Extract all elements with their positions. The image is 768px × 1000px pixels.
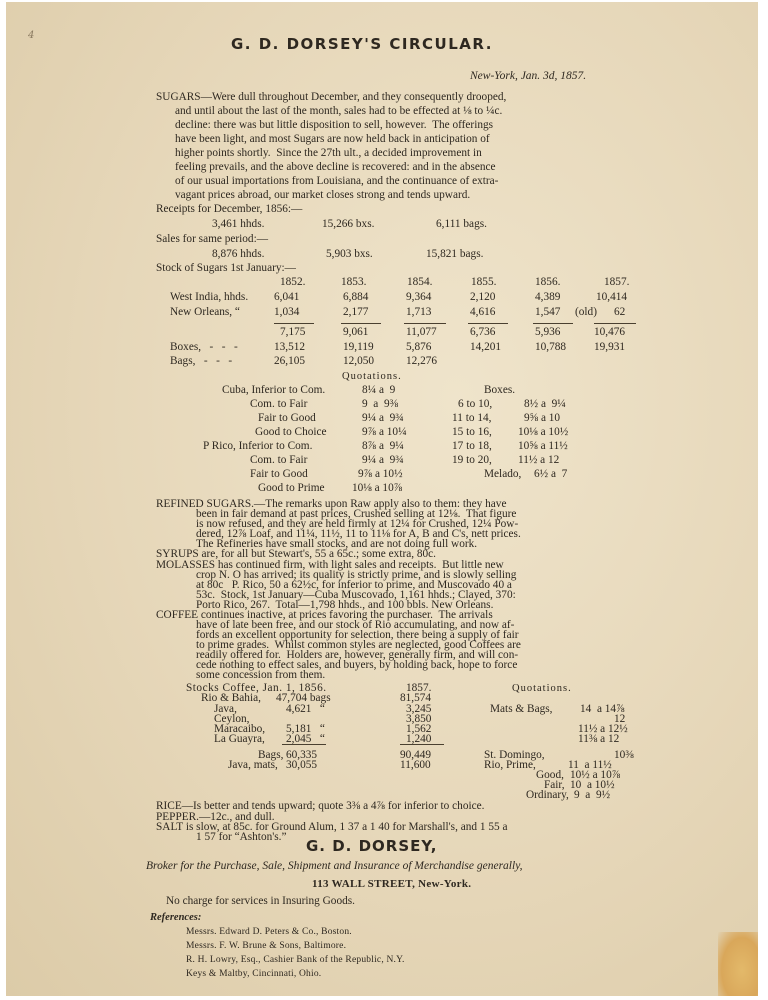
- boxes-label: 11 to 14,: [452, 412, 492, 424]
- stock-row-label: Bags, - - -: [170, 355, 233, 367]
- boxes-label: 6 to 10,: [458, 398, 493, 410]
- stock-year: 1853.: [341, 276, 367, 288]
- coffee-1857: 81,574: [400, 692, 432, 705]
- stock-cell: 1,713: [406, 306, 432, 318]
- stock-cell: 19,119: [343, 341, 374, 353]
- broker-name: G. D. DORSEY,: [306, 837, 438, 855]
- insurance-note: No charge for services in Insuring Goods.: [166, 895, 355, 907]
- coffee-line: COFFEE continues inactive, at prices favoring the purchaser. The arrivals: [156, 608, 493, 621]
- coffee-line: some concession from them.: [196, 669, 326, 682]
- stock-cell: 14,201: [470, 341, 502, 353]
- quote-label: Good to Choice: [255, 426, 327, 438]
- stock-cell: 9,364: [406, 291, 432, 303]
- coffee-quote-value: 10½ a 10⅞: [570, 768, 621, 781]
- circular-date: New-York, Jan. 3d, 1857.: [470, 70, 587, 82]
- quotations-heading: Quotations.: [342, 371, 402, 382]
- stock-cell: 13,512: [274, 341, 306, 353]
- molasses-line: Porto Rico, 267. Total—1,798 hhds., and 100 bbls. New Orleans.: [196, 598, 494, 611]
- stock-cell: 12,276: [406, 355, 438, 367]
- sum-rule: [594, 323, 636, 324]
- salt-line: SALT is slow, at 85c. for Ground Alum, 1 37 a 1 40 for Marshall's, and 1 55 a: [156, 820, 508, 833]
- stock-row-label: West India, hhds.: [170, 291, 249, 303]
- stock-year: 1852.: [280, 276, 306, 288]
- sugars-line: vagant prices abroad, our market closes strong and tends upward.: [175, 189, 471, 201]
- coffee-quote-value: 11 a 11½: [568, 758, 612, 771]
- quote-value: 9⅞ a 10½: [358, 468, 403, 480]
- coffee-1857: 3,850: [406, 712, 432, 725]
- sales-label: Sales for same period:—: [156, 233, 268, 245]
- stock-cell: 4,616: [470, 306, 496, 318]
- coffee-line: have of late been free, and our stock of Rio accumulating, and now af-: [196, 619, 515, 631]
- coffee-quote-label: Fair,: [544, 778, 565, 791]
- coffee-quote-value: 14 a 14⅞: [580, 702, 625, 715]
- coffee-line: readily offered for. Holders are, however, generally firm, and will con-: [196, 649, 519, 662]
- stock-cell: 10,414: [596, 291, 628, 303]
- boxes-value: 10⅝ a 11½: [518, 440, 568, 452]
- coffee-1857: 1,240: [406, 732, 432, 745]
- quote-label: P Rico, Inferior to Com.: [203, 440, 313, 452]
- quote-value: 10⅛ a 10⅞: [352, 482, 403, 494]
- stock-cell: 7,175: [280, 326, 306, 338]
- stock-cell: 2,177: [343, 306, 369, 318]
- coffee-row-label: Java,: [214, 702, 237, 715]
- sugars-line: have been light, and most Sugars are now held back in anticipation of: [175, 133, 490, 145]
- sum-rule: [274, 323, 314, 324]
- sum-rule: [341, 323, 381, 324]
- boxes-heading: Boxes.: [484, 384, 516, 396]
- quote-label: Com. to Fair: [250, 454, 308, 466]
- quote-value: 8¼ a 9: [362, 384, 396, 396]
- sales-hhds: 8,876 hhds.: [212, 248, 265, 260]
- coffee-1857: 3,245: [406, 702, 432, 715]
- coffee-line: fords an excellent opportunity for selection, there being a supply of fair: [196, 629, 519, 641]
- receipts-hhds: 3,461 hhds.: [212, 218, 265, 230]
- coffee-row-label: La Guayra,: [214, 732, 265, 745]
- coffee-quote-value: 10 a 10½: [570, 778, 615, 791]
- stock-cell: 12,050: [343, 355, 375, 367]
- stock-row-label: New Orleans, “: [170, 306, 240, 318]
- stock-cell: 19,931: [594, 341, 626, 353]
- coffee-quotations-heading: Quotations.: [512, 683, 572, 695]
- coffee-1857: 1,562: [406, 722, 432, 735]
- broker-description: Broker for the Purchase, Sale, Shipment and Insurance of Merchandise generally,: [146, 860, 523, 872]
- sum-rule: [468, 323, 508, 324]
- sugars-line: higher points shortly. Since the 27th ult., a decided improvement in: [175, 147, 482, 159]
- coffee-total-1857: 90,449: [400, 748, 432, 761]
- stock-year: 1856.: [535, 276, 561, 288]
- stock-cell: 6,736: [470, 326, 496, 338]
- rice-line: RICE—Is better and tends upward; quote 3⅜ a 4⅞ for inferior to choice.: [156, 800, 485, 813]
- receipts-bxs: 15,266 bxs.: [322, 218, 375, 230]
- quote-label: Fair to Good: [250, 468, 308, 480]
- coffee-sum-rule: [400, 744, 444, 745]
- coffee-total-1856: 30,055: [286, 758, 318, 771]
- paper-stain: [718, 932, 758, 996]
- refined-line: dered, 12⅞ Loaf, and 11¼, 11½, 11 to 11⅛ for A, B and C's, nett prices.: [196, 528, 521, 541]
- sales-bxs: 5,903 bxs.: [326, 248, 373, 260]
- stock-cell: 26,105: [274, 355, 306, 367]
- stock-year: 1854.: [407, 276, 433, 288]
- stock-cell: 10,476: [594, 326, 626, 338]
- receipts-bags: 6,111 bags.: [436, 218, 487, 230]
- boxes-value: 9⅝ a 10: [524, 412, 561, 424]
- coffee-quote-label: Ordinary,: [526, 788, 569, 801]
- coffee-row-label: Rio & Bahia,: [201, 692, 261, 705]
- coffee-row-label: Maracaibo,: [214, 722, 266, 735]
- stock-cell: 1,547: [535, 306, 561, 318]
- quote-label: Cuba, Inferior to Com.: [222, 384, 326, 396]
- stock-cell: 1,034: [274, 306, 300, 318]
- coffee-quote-value: 9 a 9½: [574, 788, 611, 801]
- coffee-quote-label: St. Domingo,: [484, 748, 545, 761]
- stock-year: 1857.: [604, 276, 630, 288]
- sales-bags: 15,821 bags.: [426, 248, 484, 260]
- stock-cell: 10,788: [535, 341, 567, 353]
- stock-cell: 5,936: [535, 326, 561, 338]
- coffee-quote-value: 11½ a 12½: [578, 722, 628, 735]
- corner-mark: 4: [28, 30, 35, 41]
- boxes-label: 19 to 20,: [452, 454, 492, 466]
- salt-line: 1 57 for “Ashton's.”: [196, 830, 287, 843]
- sum-rule: [533, 323, 573, 324]
- coffee-quote-value: 12: [614, 712, 626, 725]
- coffee-row-label: Ceylon,: [214, 712, 250, 725]
- page-title: G. D. DORSEY'S CIRCULAR.: [231, 35, 493, 53]
- stock-note-old: (old): [575, 306, 597, 318]
- coffee-quote-value: 10⅜: [614, 748, 634, 761]
- boxes-value: 8½ a 9¼: [524, 398, 566, 410]
- molasses-line: MOLASSES has continued firm, with light sales and receipts. But little new: [156, 558, 504, 571]
- refined-line: The Refineries have small stocks, and are not doing full work.: [196, 538, 478, 551]
- coffee-total-label: Java, mats,: [228, 758, 278, 771]
- quote-label: Com. to Fair: [250, 398, 308, 410]
- syrups-line: SYRUPS are, for all but Stewart's, 55 a 65c.; some extra, 80c.: [156, 548, 437, 561]
- molasses-line: at 80c P. Rico, 50 a 62½c, for inferior to prime, and Muscovado 40 a: [196, 578, 512, 591]
- quote-value: 9 a 9⅜: [362, 398, 399, 410]
- molasses-line: 53c. Stock, 1st January—Cuba Muscovado, 1,161 hhds.; Clayed, 370:: [196, 588, 516, 601]
- boxes-value: 11½ a 12: [518, 454, 560, 466]
- coffee-total-label: Bags,: [258, 748, 284, 761]
- coffee-total-1856: 60,335: [286, 748, 318, 761]
- molasses-line: crop N. O has arrived; its quality is strictly prime, and is slowly selling: [196, 568, 517, 581]
- stock-cell: 9,061: [343, 326, 369, 338]
- quote-value: 8⅞ a 9¼: [362, 440, 404, 452]
- stock-cell: 4,389: [535, 291, 561, 303]
- coffee-quote-value: 11⅜ a 12: [578, 732, 620, 745]
- coffee-line: cede nothing to effect sales, and buyers, by holding back, hope to force: [196, 659, 518, 672]
- sugars-line: feeling prevails, and the above decline is recovered: and in the absence: [175, 161, 496, 173]
- quote-value: 9¼ a 9¾: [362, 412, 404, 424]
- coffee-quote-label: Good,: [536, 768, 564, 781]
- refined-line: been in fair demand at past prices, Crushed selling at 12⅛. That figure: [196, 508, 517, 521]
- sugars-line: SUGARS—Were dull throughout December, and they consequently drooped,: [156, 91, 507, 103]
- coffee-sum-rule: [282, 744, 326, 745]
- receipts-label: Receipts for December, 1856:—: [156, 203, 303, 215]
- coffee-table-heading: Stocks Coffee, Jan. 1, 1856.: [186, 682, 327, 695]
- coffee-1856: 4,621 “: [286, 702, 325, 715]
- sum-rule: [404, 323, 446, 324]
- stock-cell: 62: [614, 306, 626, 318]
- coffee-line: to prime grades. Whilst common styles are neglected, good Coffees are: [196, 639, 521, 652]
- coffee-quote-label: Mats & Bags,: [490, 702, 553, 715]
- quote-label: Fair to Good: [258, 412, 316, 424]
- stock-label: Stock of Sugars 1st January:—: [156, 262, 296, 274]
- sugars-line: of our usual importations from Louisiana, and the continuance of extra-: [175, 175, 499, 187]
- boxes-value: 6½ a 7: [534, 468, 568, 480]
- stock-cell: 6,041: [274, 291, 300, 303]
- stock-year: 1855.: [471, 276, 497, 288]
- quote-value: 9⅞ a 10¼: [362, 426, 407, 438]
- coffee-total-1857: 11,600: [400, 758, 431, 771]
- stock-cell: 11,077: [406, 326, 437, 338]
- sugars-line: and until about the last of the month, sales had to be effected at ⅛ to ¼c.: [175, 105, 503, 117]
- stock-cell: 5,876: [406, 341, 432, 353]
- coffee-table-1857: 1857.: [406, 682, 432, 695]
- reference-item: Messrs. F. W. Brune & Sons, Baltimore.: [186, 941, 347, 951]
- boxes-label: 15 to 16,: [452, 426, 492, 438]
- reference-item: Messrs. Edward D. Peters & Co., Boston.: [186, 927, 352, 937]
- sugars-line: decline: there was but little disposition to sell, however. The offerings: [175, 119, 494, 131]
- refined-line: is now refused, and they are held firmly at 12¼ for Crushed, 12¼ Pow-: [196, 518, 519, 531]
- coffee-quote-label: Rio, Prime,: [484, 758, 536, 771]
- coffee-1856: 5,181 “: [286, 722, 325, 735]
- refined-line: REFINED SUGARS.—The remarks upon Raw apply also to them: they have: [156, 498, 507, 510]
- boxes-value: 10⅛ a 10½: [518, 426, 569, 438]
- stock-row-label: Boxes, - - -: [170, 341, 238, 353]
- boxes-label: Melado,: [484, 468, 522, 480]
- reference-item: Keys & Maltby, Cincinnati, Ohio.: [186, 969, 322, 979]
- coffee-1856: 2,045 “: [286, 732, 325, 745]
- quote-label: Good to Prime: [258, 482, 325, 494]
- references-heading: References:: [150, 912, 202, 923]
- quote-value: 9¼ a 9¾: [362, 454, 404, 466]
- reference-item: R. H. Lowry, Esq., Cashier Bank of the Republic, N.Y.: [186, 955, 405, 965]
- broker-address: 113 WALL STREET, New-York.: [312, 878, 472, 890]
- boxes-label: 17 to 18,: [452, 440, 492, 452]
- coffee-1856: 47,704 bags: [276, 692, 331, 705]
- stock-cell: 2,120: [470, 291, 496, 303]
- pepper-line: PEPPER.—12c., and dull.: [156, 810, 275, 823]
- stock-cell: 6,884: [343, 291, 369, 303]
